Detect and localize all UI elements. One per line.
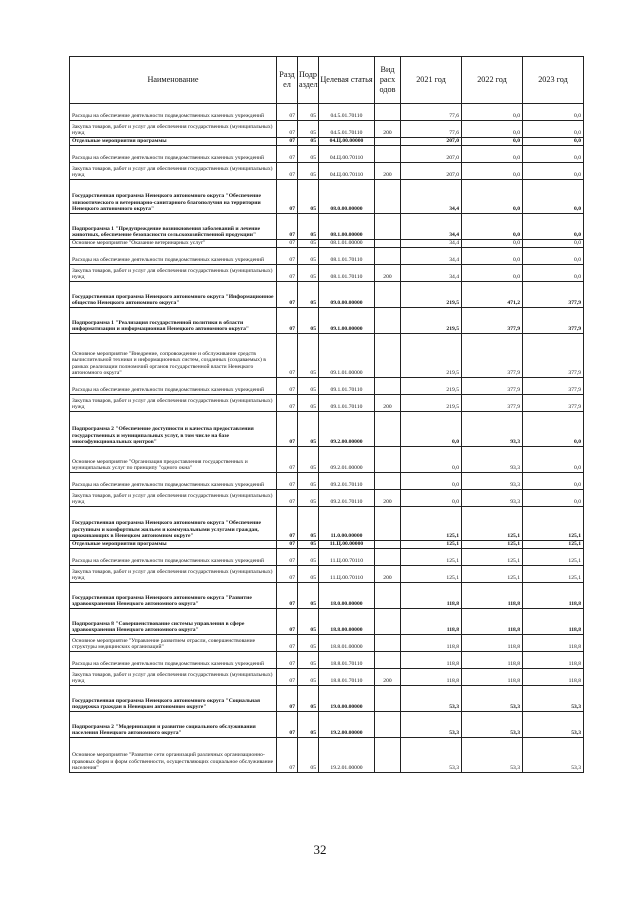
cell-amount-2022: 0,0 — [462, 180, 523, 214]
cell-amount-2023: 377,9 — [523, 378, 584, 395]
cell-razdel: 07 — [277, 686, 298, 712]
cell-tselevaya-statya: 09.2.01.70110 — [319, 473, 375, 490]
cell-amount-2023: 125,1 — [523, 549, 584, 566]
cell-amount-2023: 0,0 — [523, 163, 584, 180]
cell-amount-2021: 219,5 — [401, 282, 462, 308]
cell-razdel: 07 — [277, 240, 298, 248]
cell-podrazdel: 05 — [298, 282, 319, 308]
table-row — [70, 541, 584, 549]
table-row — [70, 334, 584, 378]
cell-amount-2022: 377,9 — [462, 334, 523, 378]
cell-tselevaya-statya: 09.1.01.70110 — [319, 378, 375, 395]
table-row — [70, 447, 584, 473]
cell-name: Основное мероприятие "Управление развитием отрасли, совершенствование структуры медицинских организаций" — [70, 635, 277, 652]
cell-amount-2022: 0,0 — [462, 138, 523, 146]
cell-amount-2021: 53,3 — [401, 738, 462, 773]
cell-name: Расходы на обеспечение деятельности подведомственных казенных учреждений — [70, 104, 277, 121]
cell-podrazdel: 05 — [298, 652, 319, 669]
cell-amount-2021: 0,0 — [401, 412, 462, 447]
table-row — [70, 712, 584, 738]
cell-amount-2022: 53,3 — [462, 738, 523, 773]
cell-tselevaya-statya: 18.8.00.00000 — [319, 609, 375, 635]
cell-name: Закупка товаров, работ и услуг для обеспечения государственных (муниципальных) нужд — [70, 163, 277, 180]
cell-podrazdel: 05 — [298, 214, 319, 240]
cell-tselevaya-statya: 04.5.01.70110 — [319, 121, 375, 138]
table-row — [70, 652, 584, 669]
cell-vid-raskhodov: 200 — [375, 121, 401, 138]
cell-name: Основное мероприятие "Организация предоставления государственных и муниципальных услуг по принципу "одного окна" — [70, 447, 277, 473]
cell-amount-2022: 53,3 — [462, 686, 523, 712]
cell-amount-2021: 118,8 — [401, 609, 462, 635]
cell-razdel: 07 — [277, 180, 298, 214]
cell-tselevaya-statya: 11.Ц.00.00000 — [319, 541, 375, 549]
cell-amount-2023: 125,1 — [523, 566, 584, 583]
cell-podrazdel: 05 — [298, 473, 319, 490]
cell-amount-2023: 0,0 — [523, 490, 584, 507]
cell-podrazdel: 05 — [298, 104, 319, 121]
cell-razdel: 07 — [277, 138, 298, 146]
cell-podrazdel: 05 — [298, 447, 319, 473]
cell-name: Закупка товаров, работ и услуг для обеспечения государственных (муниципальных) нужд — [70, 490, 277, 507]
cell-amount-2021: 207,0 — [401, 138, 462, 146]
cell-amount-2023: 377,9 — [523, 395, 584, 412]
cell-amount-2023: 0,0 — [523, 138, 584, 146]
cell-razdel: 07 — [277, 334, 298, 378]
cell-name: Закупка товаров, работ и услуг для обеспечения государственных (муниципальных) нужд — [70, 566, 277, 583]
cell-vid-raskhodov — [375, 541, 401, 549]
cell-amount-2022: 118,8 — [462, 669, 523, 686]
cell-name: Расходы на обеспечение деятельности подведомственных казенных учреждений — [70, 378, 277, 395]
cell-podrazdel: 05 — [298, 378, 319, 395]
cell-tselevaya-statya: 09.2.01.00000 — [319, 447, 375, 473]
cell-tselevaya-statya: 08.1.01.00000 — [319, 240, 375, 248]
cell-tselevaya-statya: 19.2.00.00000 — [319, 712, 375, 738]
cell-podrazdel: 05 — [298, 180, 319, 214]
cell-amount-2021: 77,6 — [401, 121, 462, 138]
cell-amount-2022: 471,2 — [462, 282, 523, 308]
cell-name: Подпрограмма 1 "Предупреждение возникновения заболеваний и лечение животных, обеспечение безопасности сельскохозяйственной продукции" — [70, 214, 277, 240]
table-row — [70, 104, 584, 121]
cell-name: Основное мероприятие "Развитие сети организаций различных организационно-правовых форм и форм собственности, осуществляющих социальное обслуживание населения" — [70, 738, 277, 773]
table-row — [70, 635, 584, 652]
cell-name: Закупка товаров, работ и услуг для обеспечения государственных (муниципальных) нужд — [70, 121, 277, 138]
cell-amount-2023: 0,0 — [523, 265, 584, 282]
cell-razdel: 07 — [277, 282, 298, 308]
cell-name: Отдельные мероприятия программы — [70, 138, 277, 146]
cell-amount-2022: 0,0 — [462, 240, 523, 248]
cell-amount-2023: 0,0 — [523, 180, 584, 214]
cell-podrazdel: 05 — [298, 635, 319, 652]
cell-amount-2021: 34,4 — [401, 248, 462, 265]
cell-razdel: 07 — [277, 265, 298, 282]
cell-amount-2023: 125,1 — [523, 507, 584, 541]
cell-amount-2022: 0,0 — [462, 104, 523, 121]
cell-tselevaya-statya: 18.0.00.00000 — [319, 583, 375, 609]
cell-podrazdel: 05 — [298, 686, 319, 712]
table-body — [70, 104, 584, 773]
table-row — [70, 214, 584, 240]
cell-tselevaya-statya: 18.8.01.70110 — [319, 652, 375, 669]
table-row — [70, 146, 584, 163]
cell-razdel: 07 — [277, 507, 298, 541]
cell-tselevaya-statya: 08.0.00.00000 — [319, 180, 375, 214]
cell-name: Расходы на обеспечение деятельности подведомственных казенных учреждений — [70, 146, 277, 163]
cell-vid-raskhodov — [375, 635, 401, 652]
header-name: Наименование — [70, 57, 277, 104]
table-row — [70, 669, 584, 686]
header-year-2021: 2021 год — [401, 57, 462, 104]
cell-amount-2023: 0,0 — [523, 473, 584, 490]
cell-razdel: 07 — [277, 412, 298, 447]
cell-amount-2021: 207,0 — [401, 146, 462, 163]
cell-razdel: 07 — [277, 214, 298, 240]
cell-name: Расходы на обеспечение деятельности подведомственных казенных учреждений — [70, 248, 277, 265]
table-row — [70, 180, 584, 214]
cell-amount-2022: 0,0 — [462, 121, 523, 138]
cell-amount-2023: 0,0 — [523, 104, 584, 121]
cell-amount-2021: 0,0 — [401, 473, 462, 490]
cell-amount-2021: 0,0 — [401, 490, 462, 507]
header-year-2023: 2023 год — [523, 57, 584, 104]
cell-amount-2022: 93,3 — [462, 447, 523, 473]
cell-vid-raskhodov — [375, 378, 401, 395]
cell-amount-2022: 0,0 — [462, 146, 523, 163]
cell-razdel: 07 — [277, 490, 298, 507]
cell-razdel: 07 — [277, 248, 298, 265]
cell-amount-2021: 125,1 — [401, 541, 462, 549]
cell-name: Отдельные мероприятия программы — [70, 541, 277, 549]
table-row — [70, 282, 584, 308]
table-row — [70, 395, 584, 412]
cell-name: Подпрограмма 2 "Обеспечение доступности и качества предоставления государственных и муниципальных услуг, в том числе на базе многофункциональных центров" — [70, 412, 277, 447]
cell-name: Расходы на обеспечение деятельности подведомственных казенных учреждений — [70, 652, 277, 669]
page-number: 32 — [313, 842, 327, 857]
cell-amount-2023: 0,0 — [523, 447, 584, 473]
cell-vid-raskhodov — [375, 549, 401, 566]
cell-amount-2021: 34,4 — [401, 214, 462, 240]
cell-amount-2023: 0,0 — [523, 121, 584, 138]
cell-vid-raskhodov — [375, 447, 401, 473]
cell-tselevaya-statya: 19.2.01.00000 — [319, 738, 375, 773]
cell-podrazdel: 05 — [298, 121, 319, 138]
cell-amount-2023: 118,8 — [523, 583, 584, 609]
cell-vid-raskhodov: 200 — [375, 163, 401, 180]
table-row — [70, 378, 584, 395]
cell-podrazdel: 05 — [298, 412, 319, 447]
cell-razdel: 07 — [277, 447, 298, 473]
cell-tselevaya-statya: 08.1.01.70110 — [319, 248, 375, 265]
cell-podrazdel: 05 — [298, 609, 319, 635]
cell-razdel: 07 — [277, 163, 298, 180]
cell-amount-2023: 53,3 — [523, 686, 584, 712]
cell-tselevaya-statya: 04.Ц.00.70110 — [319, 146, 375, 163]
cell-amount-2023: 377,9 — [523, 308, 584, 334]
cell-vid-raskhodov — [375, 104, 401, 121]
budget-table — [69, 56, 584, 773]
header-podrazdel: Подр аздел — [298, 57, 319, 104]
cell-podrazdel: 05 — [298, 395, 319, 412]
cell-amount-2021: 53,3 — [401, 712, 462, 738]
cell-vid-raskhodov — [375, 308, 401, 334]
cell-razdel: 07 — [277, 378, 298, 395]
table-row — [70, 163, 584, 180]
cell-amount-2022: 118,8 — [462, 652, 523, 669]
cell-amount-2023: 118,8 — [523, 635, 584, 652]
cell-vid-raskhodov — [375, 686, 401, 712]
cell-razdel: 07 — [277, 566, 298, 583]
cell-amount-2022: 0,0 — [462, 265, 523, 282]
cell-amount-2023: 377,9 — [523, 334, 584, 378]
cell-amount-2022: 0,0 — [462, 248, 523, 265]
cell-podrazdel: 05 — [298, 308, 319, 334]
cell-vid-raskhodov — [375, 583, 401, 609]
cell-tselevaya-statya: 09.1.01.00000 — [319, 334, 375, 378]
table-row — [70, 686, 584, 712]
cell-amount-2022: 377,9 — [462, 378, 523, 395]
cell-podrazdel: 05 — [298, 669, 319, 686]
cell-amount-2022: 93,3 — [462, 412, 523, 447]
cell-razdel: 07 — [277, 669, 298, 686]
cell-razdel: 07 — [277, 652, 298, 669]
cell-podrazdel: 05 — [298, 712, 319, 738]
cell-vid-raskhodov: 200 — [375, 669, 401, 686]
cell-amount-2021: 207,0 — [401, 163, 462, 180]
cell-amount-2023: 377,9 — [523, 282, 584, 308]
table-row — [70, 473, 584, 490]
cell-tselevaya-statya: 09.1.01.70110 — [319, 395, 375, 412]
cell-razdel: 07 — [277, 635, 298, 652]
cell-podrazdel: 05 — [298, 138, 319, 146]
cell-amount-2023: 125,1 — [523, 541, 584, 549]
cell-amount-2022: 125,1 — [462, 541, 523, 549]
cell-amount-2023: 53,3 — [523, 712, 584, 738]
table-row — [70, 121, 584, 138]
table-header-row — [70, 57, 584, 104]
cell-podrazdel: 05 — [298, 549, 319, 566]
cell-vid-raskhodov — [375, 712, 401, 738]
cell-amount-2022: 53,3 — [462, 712, 523, 738]
table-row — [70, 507, 584, 541]
cell-name: Закупка товаров, работ и услуг для обеспечения государственных (муниципальных) нужд — [70, 395, 277, 412]
cell-razdel: 07 — [277, 583, 298, 609]
cell-vid-raskhodov — [375, 738, 401, 773]
cell-amount-2022: 93,3 — [462, 490, 523, 507]
cell-vid-raskhodov — [375, 248, 401, 265]
cell-amount-2023: 118,8 — [523, 669, 584, 686]
cell-amount-2021: 219,5 — [401, 334, 462, 378]
table-row — [70, 240, 584, 248]
cell-vid-raskhodov — [375, 282, 401, 308]
cell-amount-2022: 125,1 — [462, 507, 523, 541]
cell-razdel: 07 — [277, 712, 298, 738]
cell-vid-raskhodov — [375, 214, 401, 240]
table-row — [70, 738, 584, 773]
cell-vid-raskhodov: 200 — [375, 395, 401, 412]
cell-name: Расходы на обеспечение деятельности подведомственных казенных учреждений — [70, 549, 277, 566]
cell-amount-2021: 34,4 — [401, 240, 462, 248]
cell-amount-2021: 125,1 — [401, 507, 462, 541]
cell-amount-2023: 0,0 — [523, 412, 584, 447]
table-row — [70, 490, 584, 507]
header-vid-raskhodov: Вид расх одов — [375, 57, 401, 104]
cell-podrazdel: 05 — [298, 265, 319, 282]
cell-razdel: 07 — [277, 609, 298, 635]
cell-vid-raskhodov: 200 — [375, 566, 401, 583]
table-row — [70, 265, 584, 282]
cell-podrazdel: 05 — [298, 738, 319, 773]
cell-tselevaya-statya: 09.2.00.00000 — [319, 412, 375, 447]
cell-name: Закупка товаров, работ и услуг для обеспечения государственных (муниципальных) нужд — [70, 669, 277, 686]
cell-name: Основное мероприятие "Оказание ветеринарных услуг" — [70, 240, 277, 248]
cell-amount-2022: 0,0 — [462, 214, 523, 240]
cell-amount-2021: 118,8 — [401, 652, 462, 669]
cell-razdel: 07 — [277, 549, 298, 566]
table-row — [70, 412, 584, 447]
cell-amount-2021: 118,8 — [401, 635, 462, 652]
cell-podrazdel: 05 — [298, 541, 319, 549]
cell-vid-raskhodov — [375, 138, 401, 146]
cell-tselevaya-statya: 09.2.01.70110 — [319, 490, 375, 507]
cell-razdel: 07 — [277, 121, 298, 138]
cell-tselevaya-statya: 04.Ц.00.00000 — [319, 138, 375, 146]
cell-amount-2023: 0,0 — [523, 146, 584, 163]
cell-vid-raskhodov — [375, 507, 401, 541]
cell-amount-2023: 0,0 — [523, 248, 584, 265]
cell-razdel: 07 — [277, 738, 298, 773]
cell-podrazdel: 05 — [298, 490, 319, 507]
cell-amount-2021: 77,6 — [401, 104, 462, 121]
cell-podrazdel: 05 — [298, 163, 319, 180]
cell-tselevaya-statya: 18.8.01.70110 — [319, 669, 375, 686]
cell-razdel: 07 — [277, 308, 298, 334]
cell-tselevaya-statya: 09.0.00.00000 — [319, 282, 375, 308]
cell-amount-2023: 0,0 — [523, 240, 584, 248]
cell-name: Основное мероприятие "Внедрение, сопровождение и обслуживание средств вычислительной техники и информационных систем, созданных (создаваемых) в рамках реализации полномочий органов государственной власти Ненецкого автономного округа" — [70, 334, 277, 378]
cell-amount-2021: 125,1 — [401, 566, 462, 583]
cell-podrazdel: 05 — [298, 566, 319, 583]
cell-amount-2023: 118,8 — [523, 609, 584, 635]
cell-vid-raskhodov — [375, 412, 401, 447]
cell-amount-2022: 0,0 — [462, 163, 523, 180]
cell-tselevaya-statya: 19.0.00.00000 — [319, 686, 375, 712]
cell-name: Закупка товаров, работ и услуг для обеспечения государственных (муниципальных) нужд — [70, 265, 277, 282]
cell-amount-2022: 377,9 — [462, 308, 523, 334]
table-row — [70, 248, 584, 265]
cell-podrazdel: 05 — [298, 334, 319, 378]
table-row — [70, 308, 584, 334]
cell-amount-2022: 93,3 — [462, 473, 523, 490]
cell-tselevaya-statya: 04.Ц.00.70110 — [319, 163, 375, 180]
cell-amount-2021: 0,0 — [401, 447, 462, 473]
cell-amount-2021: 53,3 — [401, 686, 462, 712]
cell-razdel: 07 — [277, 473, 298, 490]
header-year-2022: 2022 год — [462, 57, 523, 104]
table-row — [70, 549, 584, 566]
cell-name: Государственная программа Ненецкого автономного округа "Развитие здравоохранения Ненецкого автономного округа" — [70, 583, 277, 609]
cell-name: Государственная программа Ненецкого автономного округа "Обеспечение эпизоотического и ветеринарно-санитарного благополучия на территории Ненецкого автономного округа" — [70, 180, 277, 214]
cell-tselevaya-statya: 11.Ц.00.70110 — [319, 566, 375, 583]
header-razdel: Разд ел — [277, 57, 298, 104]
cell-tselevaya-statya: 11.Ц.00.70110 — [319, 549, 375, 566]
cell-amount-2022: 118,8 — [462, 609, 523, 635]
cell-vid-raskhodov: 200 — [375, 490, 401, 507]
cell-amount-2023: 118,8 — [523, 652, 584, 669]
cell-amount-2021: 125,1 — [401, 549, 462, 566]
cell-vid-raskhodov — [375, 609, 401, 635]
cell-name: Государственная программа Ненецкого автономного округа "Обеспечение доступным и комфортным жильем и коммунальными услугами граждан, проживающих в Ненецком автономном округе" — [70, 507, 277, 541]
cell-amount-2021: 219,5 — [401, 308, 462, 334]
cell-amount-2022: 125,1 — [462, 566, 523, 583]
cell-podrazdel: 05 — [298, 146, 319, 163]
cell-vid-raskhodov — [375, 334, 401, 378]
cell-name: Подпрограмма 2 "Модернизация и развитие социального обслуживания населения Ненецкого автономного округа" — [70, 712, 277, 738]
cell-vid-raskhodov — [375, 652, 401, 669]
cell-amount-2022: 118,8 — [462, 583, 523, 609]
cell-tselevaya-statya: 08.1.00.00000 — [319, 214, 375, 240]
cell-podrazdel: 05 — [298, 248, 319, 265]
cell-tselevaya-statya: 18.8.01.00000 — [319, 635, 375, 652]
table-row — [70, 609, 584, 635]
cell-podrazdel: 05 — [298, 240, 319, 248]
cell-vid-raskhodov: 200 — [375, 265, 401, 282]
cell-amount-2021: 219,5 — [401, 378, 462, 395]
header-tselevaya-statya: Целевая статья — [319, 57, 375, 104]
cell-vid-raskhodov — [375, 473, 401, 490]
cell-razdel: 07 — [277, 146, 298, 163]
cell-amount-2021: 219,5 — [401, 395, 462, 412]
cell-razdel: 07 — [277, 104, 298, 121]
cell-name: Государственная программа Ненецкого автономного округа "Информационное общество Ненецкого автономного округа" — [70, 282, 277, 308]
cell-amount-2023: 53,3 — [523, 738, 584, 773]
cell-amount-2022: 118,8 — [462, 635, 523, 652]
cell-tselevaya-statya: 04.5.01.70110 — [319, 104, 375, 121]
cell-name: Подпрограмма 8 "Совершенствование системы управления в сфере здравоохранения Ненецкого автономного округа" — [70, 609, 277, 635]
cell-tselevaya-statya: 11.0.00.00000 — [319, 507, 375, 541]
cell-amount-2021: 118,8 — [401, 669, 462, 686]
cell-tselevaya-statya: 09.1.00.00000 — [319, 308, 375, 334]
cell-amount-2021: 118,8 — [401, 583, 462, 609]
cell-razdel: 07 — [277, 395, 298, 412]
cell-name: Государственная программа Ненецкого автономного округа "Социальная поддержка граждан в Ненецком автономном округе" — [70, 686, 277, 712]
table-row — [70, 583, 584, 609]
cell-podrazdel: 05 — [298, 583, 319, 609]
cell-name: Расходы на обеспечение деятельности подведомственных казенных учреждений — [70, 473, 277, 490]
cell-razdel: 07 — [277, 541, 298, 549]
table-row — [70, 138, 584, 146]
cell-podrazdel: 05 — [298, 507, 319, 541]
cell-vid-raskhodov — [375, 180, 401, 214]
cell-tselevaya-statya: 08.1.01.70110 — [319, 265, 375, 282]
cell-vid-raskhodov — [375, 240, 401, 248]
cell-amount-2023: 0,0 — [523, 214, 584, 240]
cell-amount-2022: 125,1 — [462, 549, 523, 566]
cell-amount-2022: 377,9 — [462, 395, 523, 412]
table-row — [70, 566, 584, 583]
cell-amount-2021: 34,4 — [401, 265, 462, 282]
cell-amount-2021: 34,4 — [401, 180, 462, 214]
cell-name: Подпрограмма 1 "Реализация государственной политики в области информатизации и информационная Ненецкого автономного округа" — [70, 308, 277, 334]
cell-vid-raskhodov — [375, 146, 401, 163]
